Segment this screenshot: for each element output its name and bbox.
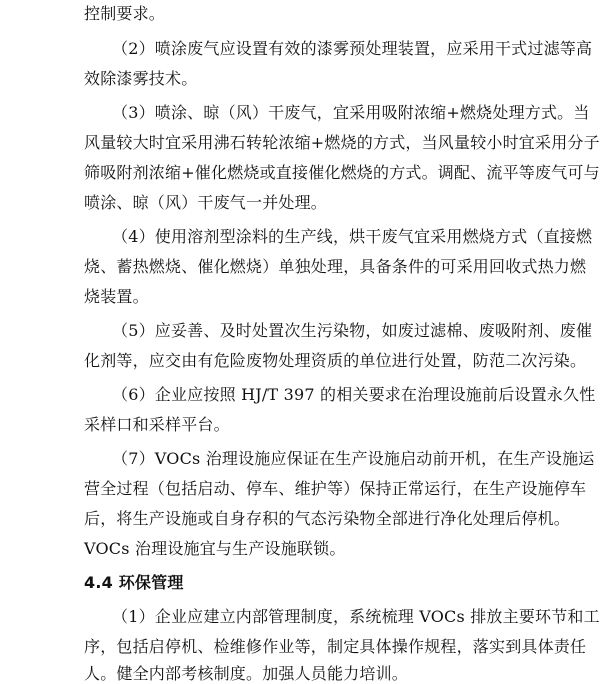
paragraph-7-line-1: （7）VOCs 治理设施应保证在生产设施启动前开机，在生产设施运 xyxy=(112,449,595,468)
paragraph-3-line-2: 风量较大时宜采用沸石转轮浓缩+燃烧的方式，当风量较小时宜采用分子 xyxy=(84,133,600,152)
paragraph-6-line-1: （6）企业应按照 HJ/T 397 的相关要求在治理设施前后设置永久性 xyxy=(112,385,596,404)
paragraph-8-line-2: 序，包括启停机、检维修作业等，制定具体操作规程，落实到具体责任 xyxy=(84,637,587,656)
text-line: 控制要求。 xyxy=(84,4,166,23)
paragraph-2-line-2: 效除漆雾技术。 xyxy=(84,69,198,88)
section-heading: 4.4 环保管理 xyxy=(84,573,184,592)
paragraph-7-line-3: 后，将生产设施或自身存积的气态污染物全部进行净化处理后停机。 xyxy=(84,509,571,528)
paragraph-7-line-2: 营全过程（包括启动、停车、维护等）保持正常运行，在生产设施停车 xyxy=(84,479,587,498)
paragraph-7-line-4: VOCs 治理设施宜与生产设施联锁。 xyxy=(84,539,346,558)
paragraph-3-line-3: 筛吸附剂浓缩+催化燃烧或直接催化燃烧的方式。调配、流平等废气可与 xyxy=(84,163,600,182)
paragraph-3-line-4: 喷涂、晾（风）干废气一并处理。 xyxy=(84,193,328,212)
paragraph-3-line-1: （3）喷涂、晾（风）干废气，宜采用吸附浓缩+燃烧处理方式。当 xyxy=(112,103,590,122)
paragraph-5-line-1: （5）应妥善、及时处置次生污染物，如废过滤棉、废吸附剂、废催 xyxy=(112,321,593,340)
paragraph-4-line-3: 烧装置。 xyxy=(84,287,149,306)
paragraph-8-line-3: 人。健全内部考核制度。加强人员能力培训。 xyxy=(84,664,409,683)
paragraph-6-line-2: 采样口和采样平台。 xyxy=(84,415,230,434)
paragraph-2-line-1: （2）喷涂废气应设置有效的漆雾预处理装置，应采用干式过滤等高 xyxy=(112,39,593,58)
paragraph-5-line-2: 化剂等，应交由有危险废物处理资质的单位进行处置，防范二次污染。 xyxy=(84,351,587,370)
paragraph-4-line-2: 烧、蓄热燃烧、催化燃烧）单独处理，具备条件的可采用回收式热力燃 xyxy=(84,257,587,276)
paragraph-8-line-1: （1）企业应建立内部管理制度，系统梳理 VOCs 排放主要环节和工 xyxy=(112,607,600,626)
paragraph-4-line-1: （4）使用溶剂型涂料的生产线，烘干废气宜采用燃烧方式（直接燃 xyxy=(112,227,593,246)
